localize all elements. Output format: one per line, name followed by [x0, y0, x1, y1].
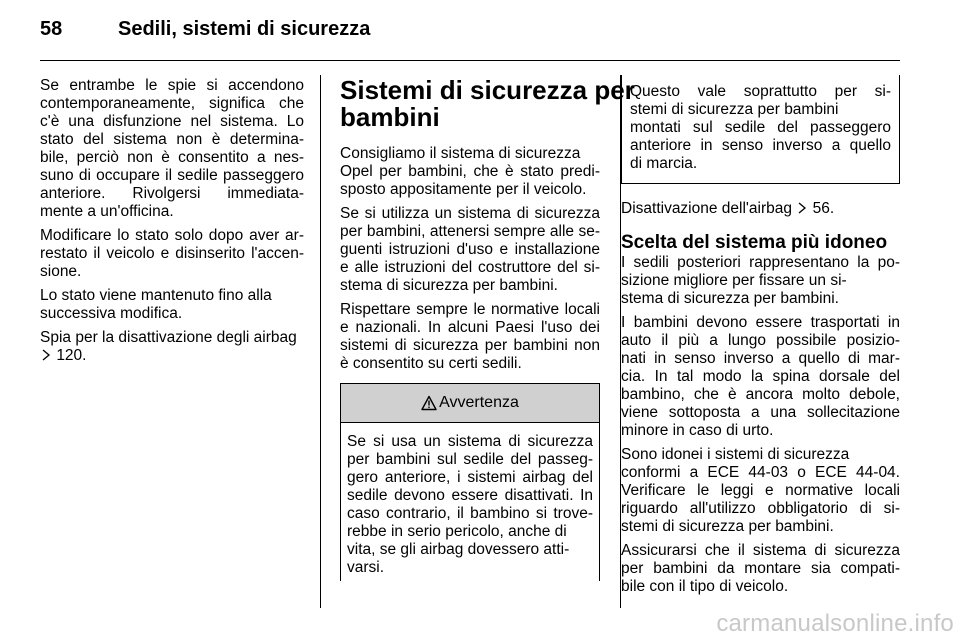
text-line: minore in caso di urto.: [621, 422, 774, 439]
text-line: Verificare le leggi e normative locali: [621, 482, 900, 499]
paragraph: [621, 200, 900, 218]
text-line: Se si usa un sistema di sicurezza: [347, 433, 593, 450]
text-line: sizione migliore per fissare un si-: [621, 272, 847, 289]
text-line: riguardo all'utilizzo obbligatorio di si-: [621, 500, 900, 517]
column-3: [621, 77, 900, 602]
paragraph: [340, 205, 600, 295]
text-line: suno di occupare il sedile passeggero: [40, 167, 304, 184]
arrow-reference-icon: [40, 349, 52, 361]
paragraph: [621, 542, 900, 596]
text-line: caso contrario, il bambino si trove-: [347, 505, 593, 522]
text-line: sione.: [40, 263, 82, 280]
text-line: Modificare lo stato solo dopo aver ar-: [40, 227, 304, 244]
text-line: rebbe in serio pericolo, anche di: [347, 523, 567, 540]
text-line: I bambini devono essere trasportati in: [621, 314, 900, 331]
paragraph: [40, 329, 304, 365]
text-line: sistemi di sicurezza per bambini non: [340, 337, 600, 354]
text-line: sposto appositamente per il veicolo.: [340, 181, 587, 198]
section-title: Sedili, sistemi di sicurezza: [118, 18, 371, 40]
text-line: cia. In tal modo la spina dorsale del: [621, 368, 900, 385]
text-line: vita, se gli airbag dovessero atti-: [347, 541, 570, 558]
warning-triangle-icon: [421, 395, 437, 411]
page-reference[interactable]: [40, 347, 304, 365]
heading-line: bambini: [340, 102, 440, 132]
text-line: di marcia.: [630, 155, 698, 172]
text-line: Opel per bambini, che è stato predi-: [340, 163, 600, 180]
text-line: nati in senso inverso a quello di mar-: [621, 350, 900, 367]
text-line: per bambini da montare sia compati-: [621, 560, 900, 577]
text-line: stema di sicurezza per bambini.: [340, 277, 558, 294]
text-line: Se si utilizza un sistema di sicurezza: [340, 205, 600, 222]
text-line: successiva modifica.: [40, 305, 183, 322]
text-line: Se entrambe le spie si accendono: [40, 77, 304, 94]
paragraph: [621, 254, 900, 308]
section-heading: [340, 75, 635, 132]
paragraph: [621, 314, 900, 440]
text-line: è consentito su certi sedili.: [340, 355, 522, 372]
text-line: e nazionali. In alcuni Paesi l'uso dei: [340, 319, 600, 336]
paragraph: [621, 446, 900, 536]
text-line: restato il veicolo e disinserito l'accen-: [40, 245, 304, 262]
text-line: viene sottoposta a una sollecitazione: [621, 404, 900, 421]
warning-box: [340, 383, 600, 581]
text-line: I sedili posteriori rappresentano la po-: [621, 254, 900, 271]
column-1: [40, 77, 304, 371]
warning-header: [341, 384, 599, 423]
text-line: c'è una disfunzione nel sistema. Lo: [40, 113, 304, 130]
paragraph: [40, 227, 304, 281]
text-line: sedile devono essere disattivati. In: [347, 487, 593, 504]
text-line: Rispettare sempre le normative locali: [340, 301, 600, 318]
column-divider: [320, 75, 321, 608]
heading-line: Sistemi di sicurezza per: [340, 75, 635, 105]
reference-page: 56.: [812, 200, 835, 217]
text-line: Spia per la disattivazione degli airbag: [40, 329, 297, 346]
text-line: Lo stato viene mantenuto fino alla: [40, 287, 272, 304]
text-line: montati sul sedile del passeggero: [630, 119, 891, 136]
paragraph: [40, 77, 304, 221]
paragraph: [340, 301, 600, 373]
text-line: anteriore. Rivolgersi immediata-: [40, 185, 304, 202]
arrow-reference-icon: [796, 202, 808, 214]
text-line: guenti istruzioni d'uso e installazione: [340, 241, 600, 258]
watermark: carmanualsonline.info: [716, 610, 954, 637]
text-line: per bambini, attenersi sempre alle se-: [340, 223, 600, 240]
warning-box-continued: [621, 75, 900, 184]
page-reference[interactable]: [621, 200, 900, 218]
text-line: stemi di sicurezza per bambini: [630, 101, 839, 118]
text-line: gero anteriore, i sistemi airbag del: [347, 469, 593, 486]
page-header: [40, 18, 370, 41]
text-line: mente a un'officina.: [40, 203, 174, 220]
text-line: varsi.: [347, 559, 385, 576]
text-line: anteriore in senso inverso a quello: [630, 137, 891, 154]
column-2: [340, 75, 635, 581]
text-line: Sono idonei i sistemi di sicurezza: [621, 446, 850, 463]
text-line: bile, perciò non è consentito a nes-: [40, 149, 304, 166]
text-line: conformi a ECE 44-03 o ECE 44-04.: [621, 464, 900, 481]
text-line: per bambini sul sedile del passeg-: [347, 451, 593, 468]
text-line: bambino, che è ancora molto debole,: [621, 386, 900, 403]
text-line: stato del sistema non è determina-: [40, 131, 304, 148]
paragraph: [40, 287, 304, 323]
text-line: bile con il tipo di veicolo.: [621, 578, 789, 595]
reference-text: Disattivazione dell'airbag: [621, 200, 792, 217]
text-line: Consigliamo il sistema di sicurezza: [340, 145, 581, 162]
subsection-heading: Scelta del sistema più idoneo: [621, 232, 888, 253]
text-line: stema di sicurezza per bambini.: [621, 290, 839, 307]
header-rule: [40, 60, 900, 61]
text-line: e alle istruzioni del costruttore del si-: [340, 259, 600, 276]
page-number: 58: [40, 18, 63, 40]
warning-title: Avvertenza: [439, 394, 519, 411]
text-line: contemporaneamente, significa che: [40, 95, 304, 112]
warning-body: [341, 423, 599, 577]
reference-page: 120.: [56, 347, 87, 364]
paragraph: [340, 145, 600, 199]
text-line: auto il più a lungo possibile posizio-: [621, 332, 900, 349]
text-line: Assicurarsi che il sistema di sicurezza: [621, 542, 900, 559]
text-line: stemi di sicurezza per bambini.: [621, 518, 834, 535]
text-line: Questo vale soprattutto per si-: [630, 83, 891, 100]
